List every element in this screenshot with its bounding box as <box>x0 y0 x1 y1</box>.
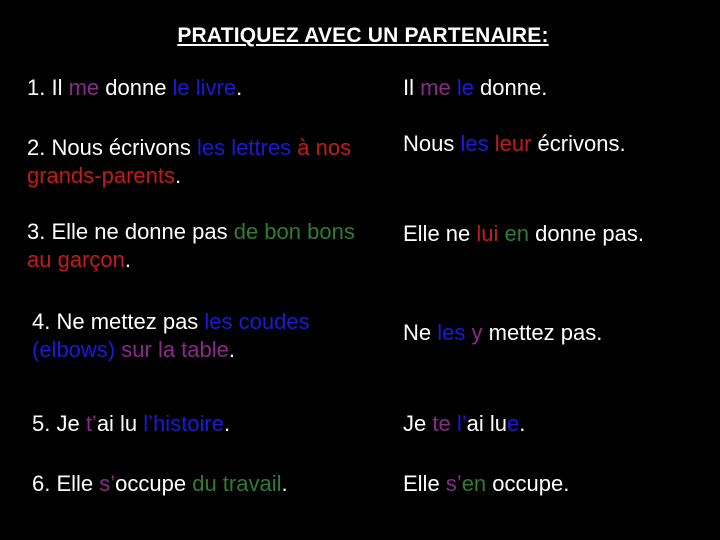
sentence-3-pronoun-version <box>403 220 713 248</box>
text-segment: t’ <box>85 411 97 436</box>
text-segment: Il <box>403 75 421 100</box>
text-segment: e <box>506 411 520 436</box>
text-segment: sur la table <box>121 337 229 362</box>
text-segment: les <box>437 320 466 345</box>
sentence-3-original <box>27 218 372 274</box>
text-segment: . <box>236 75 243 100</box>
text-segment: Elle ne <box>403 221 477 246</box>
text-segment: du travail <box>192 471 282 496</box>
text-segment: les coudes (elbows) <box>32 309 310 362</box>
sentence-4-original <box>32 308 322 364</box>
text-segment: Nous <box>403 131 461 156</box>
text-segment: en <box>461 471 487 496</box>
text-segment: ai lu <box>96 411 144 436</box>
text-segment: occupe <box>115 471 193 496</box>
sentence-1-pronoun-version <box>403 74 713 102</box>
text-segment: donne. <box>473 75 548 100</box>
text-segment: Ne <box>403 320 438 345</box>
text-segment: 4. Ne mettez pas <box>32 309 205 334</box>
text-segment: . <box>228 337 236 362</box>
text-segment: les <box>460 131 489 156</box>
text-segment: leur <box>494 131 532 156</box>
text-segment: occupe. <box>486 471 570 496</box>
text-segment: les lettres <box>196 135 292 160</box>
text-segment: 5. Je <box>32 411 86 436</box>
sentence-2-original <box>27 134 372 190</box>
text-segment: . <box>281 471 288 496</box>
text-segment: 3. Elle ne donne pas <box>27 219 234 244</box>
sentence-1-original <box>27 74 372 102</box>
sentence-2-pronoun-version <box>403 130 713 158</box>
text-segment: me <box>420 75 451 100</box>
text-segment: au garçon <box>27 247 125 272</box>
text-segment: le livre <box>172 75 237 100</box>
text-segment: écrivons. <box>531 131 626 156</box>
page-title: PRATIQUEZ AVEC UN PARTENAIRE: <box>177 24 549 47</box>
text-segment: à nos grands-parents <box>27 135 352 188</box>
text-segment: te <box>432 411 451 436</box>
text-segment: 6. Elle <box>32 471 100 496</box>
text-segment: le <box>456 75 474 100</box>
sentence-6-pronoun-version <box>403 470 713 498</box>
text-segment: lui <box>476 221 499 246</box>
sentence-5-original <box>32 410 322 438</box>
text-segment: s’ <box>445 471 462 496</box>
text-segment: de bon bons <box>233 219 355 244</box>
text-segment: l’histoire <box>143 411 224 436</box>
text-segment: 2. Nous écrivons <box>27 135 197 160</box>
text-segment: l’ <box>456 411 467 436</box>
text-segment: . <box>124 247 131 272</box>
text-segment: mettez pas. <box>482 320 603 345</box>
sentence-5-pronoun-version <box>403 410 713 438</box>
text-segment: ai lu <box>466 411 507 436</box>
text-segment: donne pas. <box>529 221 644 246</box>
sentence-4-pronoun-version <box>403 319 713 347</box>
text-segment: en <box>504 221 530 246</box>
text-segment: Je <box>403 411 433 436</box>
text-segment: s’ <box>99 471 116 496</box>
text-segment: . <box>174 163 182 188</box>
text-segment: Elle <box>403 471 446 496</box>
sentence-6-original <box>32 470 322 498</box>
text-segment: . <box>224 411 231 436</box>
text-segment: 1. Il <box>27 75 69 100</box>
text-segment: y <box>471 320 483 345</box>
text-segment: me <box>68 75 100 100</box>
text-segment: donne <box>99 75 173 100</box>
text-segment: . <box>519 411 526 436</box>
